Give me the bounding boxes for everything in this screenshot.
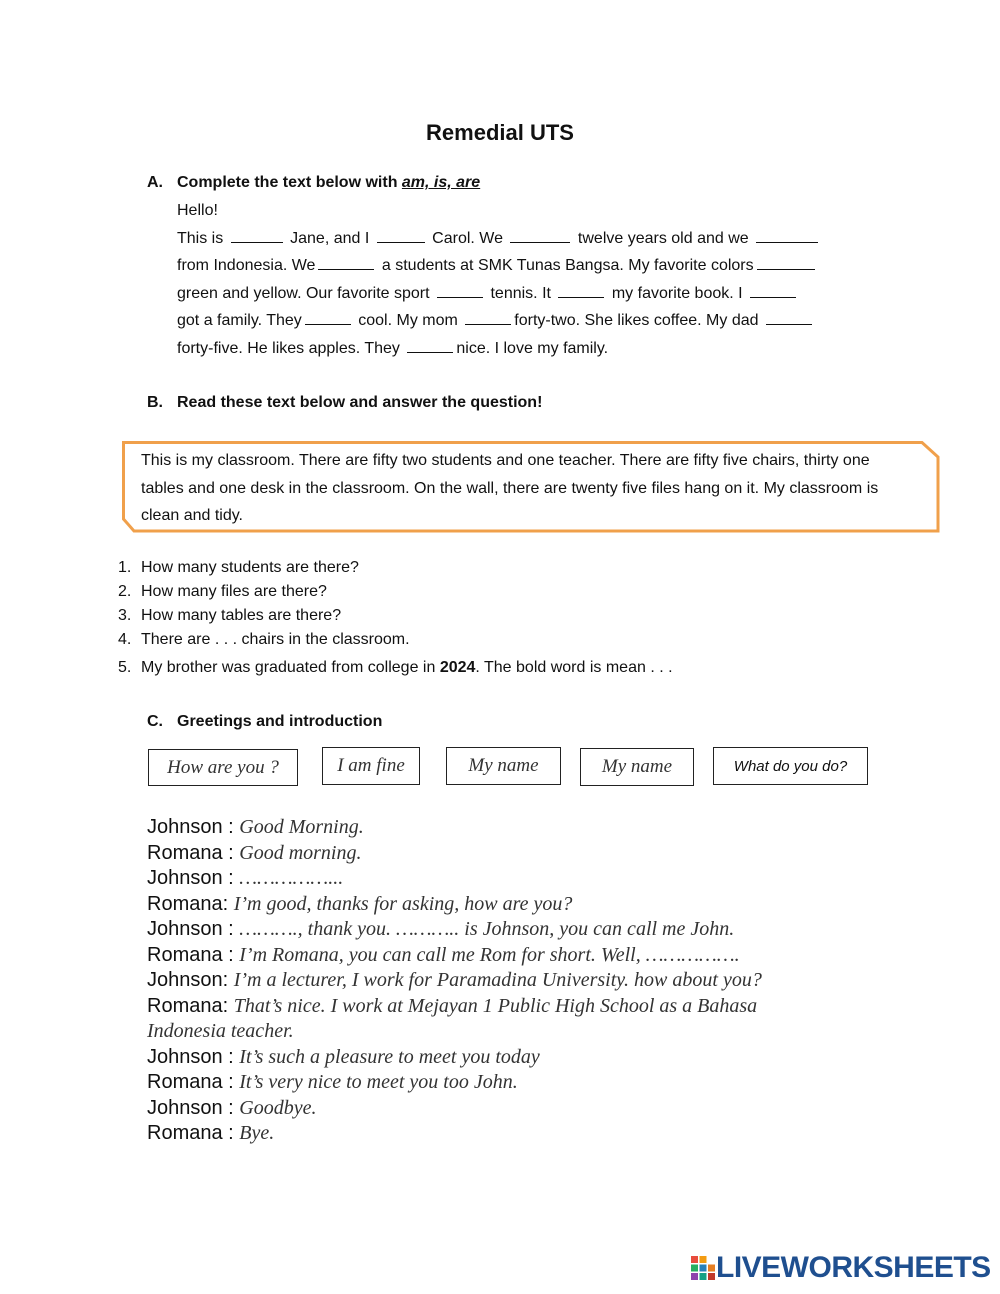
question-text: There are . . . chairs in the classroom. [141, 631, 410, 648]
answer-chip-what-do-you-do[interactable]: What do you do? [713, 747, 868, 785]
dialogue-line [147, 1121, 274, 1147]
dialogue-text: Goodbye. [239, 1096, 317, 1119]
dialogue-line [147, 1019, 294, 1045]
speaker: Johnson : [147, 918, 240, 940]
blank-input[interactable] [407, 340, 453, 353]
dialogue-line [147, 943, 740, 969]
blank-input[interactable] [305, 312, 351, 325]
dialogue-text: It’s such a pleasure to meet you today [239, 1045, 540, 1068]
section-a-keywords: am, is, are [401, 174, 481, 191]
liveworksheets-logo-text: LIVEWORKSHEETS [716, 1251, 991, 1284]
answer-chip-how-are-you[interactable]: How are you ? [148, 749, 298, 786]
speaker: Romana: [147, 994, 234, 1017]
blank-input[interactable] [750, 285, 796, 298]
reading-passage: This is my classroom. There are fifty two students and one teacher. There are fifty five chairs, thirty one tables and one desk in the classroom. On the wall, there are twenty five files hang on it. My classroom is clean and tidy. [141, 452, 879, 524]
dialogue-text: Indonesia teacher. [147, 1020, 294, 1042]
section-a-instruction-text: Complete the text below with [177, 174, 402, 191]
dialogue-line [147, 841, 362, 867]
dialogue-line [147, 917, 734, 943]
section-a-line-0 [177, 197, 218, 225]
section-a-instruction [177, 174, 480, 192]
blank-input[interactable] [318, 257, 374, 270]
question-text: How many files are there? [141, 583, 327, 600]
blank-input[interactable] [510, 230, 570, 243]
speaker: Johnson : [147, 1096, 240, 1119]
answer-chip-my-name-2[interactable]: My name [580, 748, 694, 786]
question-number: 5. [118, 659, 132, 676]
section-a-line-3 [177, 280, 799, 308]
question-number: 4. [118, 631, 132, 648]
liveworksheets-logo-icon [690, 1255, 716, 1281]
speaker: Romana : [147, 1122, 240, 1144]
dialogue-line [147, 866, 343, 892]
question-text [141, 659, 673, 677]
blank-input[interactable] [377, 230, 425, 243]
exercise-text: This is [177, 229, 228, 247]
section-b-letter: B. [147, 394, 163, 411]
dialogue-text: Good Morning. [239, 816, 364, 838]
dialogue-text: Good morning. [239, 841, 362, 864]
section-c-letter: C. [147, 713, 163, 730]
exercise-text: green and yellow. Our favorite sport [177, 284, 435, 302]
exercise-text: from Indonesia. We [177, 257, 316, 274]
exercise-text: forty-two. She likes coffee. My dad [514, 312, 763, 329]
speaker: Romana : [147, 1071, 240, 1093]
dialogue-text: ……………... [239, 867, 344, 889]
dialogue-text: ………., thank you. ……….. is Johnson, you can call me John. [239, 918, 735, 940]
section-a-line-5 [177, 335, 608, 363]
section-c-heading: Greetings and introduction [177, 713, 383, 730]
question-text-part: . The bold word is mean . . . [475, 659, 673, 676]
blank-input[interactable] [756, 230, 818, 243]
exercise-text: Jane, and I [285, 229, 374, 247]
section-a-line-1 [177, 225, 821, 253]
section-a-line-4 [177, 307, 815, 335]
blank-input[interactable] [437, 285, 483, 298]
exercise-text: forty-five. He likes apples. They [177, 339, 405, 357]
exercise-text: my favorite book. I [607, 284, 748, 302]
dialogue-line [147, 968, 762, 994]
dialogue-text: That’s nice. I work at Mejayan 1 Public High School as a Bahasa [233, 994, 758, 1017]
exercise-text: cool. My mom [353, 312, 463, 329]
speaker: Johnson: [147, 969, 234, 991]
dialogue-text: It’s very nice to meet you too John. [239, 1071, 518, 1093]
blank-input[interactable] [757, 257, 815, 270]
blank-input[interactable] [766, 312, 812, 325]
page-title: Remedial UTS [426, 120, 574, 145]
exercise-text: a students at SMK Tunas Bangsa. My favorite colors [377, 257, 754, 274]
dialogue-text: I’m a lecturer, I work for Paramadina University. how about you? [233, 969, 762, 991]
question-number: 2. [118, 583, 132, 600]
speaker: Romana: [147, 892, 234, 915]
dialogue-text: I’m good, thanks for asking, how are you? [233, 892, 573, 915]
exercise-text: twelve years old and we [573, 229, 754, 247]
dialogue-text: Bye. [239, 1122, 275, 1144]
exercise-text: Hello! [177, 202, 218, 219]
section-b-heading: Read these text below and answer the question! [177, 394, 543, 411]
dialogue-line [147, 1070, 518, 1096]
blank-input[interactable] [558, 285, 604, 298]
exercise-text: nice. I love my family. [456, 339, 609, 357]
dialogue-line [147, 1045, 540, 1071]
dialogue-line [147, 994, 757, 1020]
liveworksheets-logo [690, 1252, 991, 1284]
speaker: Johnson : [147, 1045, 240, 1068]
speaker: Johnson : [147, 867, 240, 889]
speaker: Romana : [147, 943, 240, 966]
section-a-letter: A. [147, 174, 163, 191]
dialogue-line [147, 815, 364, 841]
dialogue-line [147, 892, 572, 918]
speaker: Romana : [147, 841, 240, 864]
answer-chip-my-name[interactable]: My name [446, 747, 561, 785]
exercise-text: Carol. We [427, 229, 508, 247]
question-text: How many students are there? [141, 559, 359, 576]
dialogue-line [147, 1096, 317, 1122]
exercise-text: got a family. They [177, 312, 302, 329]
question-text-part: My brother was graduated from college in [141, 659, 440, 676]
question-text: How many tables are there? [141, 607, 342, 624]
exercise-text: tennis. It [486, 284, 556, 302]
question-number: 3. [118, 607, 132, 624]
blank-input[interactable] [465, 312, 511, 325]
bold-word: 2024 [439, 659, 476, 676]
dialogue-text: I’m Romana, you can call me Rom for short. Well, ……………. [239, 943, 740, 966]
answer-chip-i-am-fine[interactable]: I am fine [322, 747, 420, 785]
speaker: Johnson : [147, 816, 240, 838]
section-a-line-2 [177, 252, 818, 280]
blank-input[interactable] [231, 230, 283, 243]
question-number: 1. [118, 559, 132, 576]
